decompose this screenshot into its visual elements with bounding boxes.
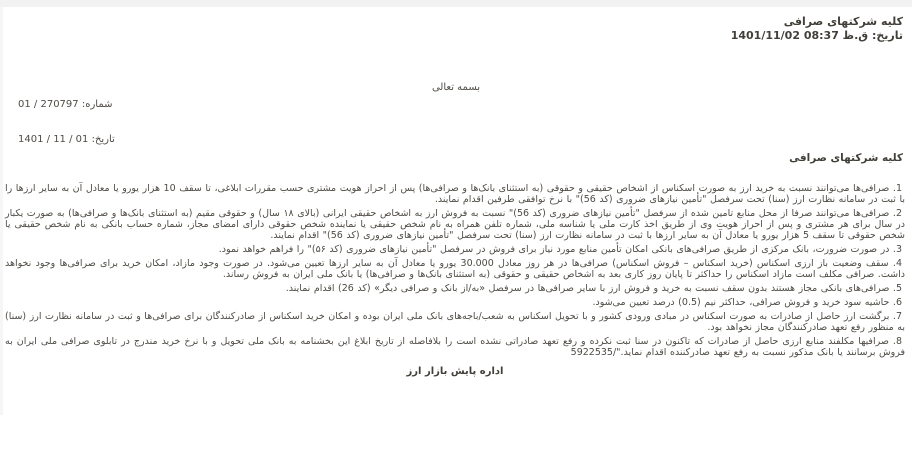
besmellah-line: بسمه تعالی: [431, 82, 481, 93]
document-title: کلیه شرکتهای صرافی: [789, 152, 903, 164]
signature-line: اداره پایش بازار ارز: [406, 366, 504, 377]
paragraph-item: 1. صرافی‌ها می‌توانند نسبت به خرید ارز به صورت اسکناس از اشخاص حقیقی و حقوقی (به استثنای بانک‌ها و صرافی‌ها) پس از احراز هویت مشتری حسب مقررات ابلاغی، تا سقف 10 هزار یورو یا معادل آن به سایر ارزها را با ثبت در سامانه نظارت ارز (سنا) تحت سرفصل "تأمین نیازهای ضروری (کد 56)" با نرخ توافقی طرفین اقدام نمایند.: [5, 183, 905, 205]
paragraph-item: 8. صرافیها مکلفند منابع ارزی حاصل از صادرات که تاکنون در سنا ثبت نکرده و رفع تعهد صادراتی نشده است را بلافاصله از تاریخ ابلاغ این بخشنامه به بانک ملی تحویل و با نرخ خرید مندرج در تابلوی صرافی ملی ایران به فروش برسانند یا بانک مذکور نسبت به رفع تعهد صادرکننده اقدام نماید."/5922535: [5, 336, 905, 358]
paragraph-item: 7. برگشت ارز حاصل از صادرات به صورت اسکناس در مبادی ورودی کشور و با تحویل اسکناس به شعب/باجه‌های بانک ملی ایران بوده و امکان خرید اسکناس از صادرکنندگان برای صرافی‌ها و ثبت در سامانه نظارت ارز (سنا) به منظور رفع تعهد صادرکنندگان مجاز نخواهد بود.: [5, 311, 905, 333]
page-left-edge: [0, 7, 3, 415]
ref-date-line: تاریخ: 01 / 11 / 1401: [18, 134, 115, 145]
paragraph-item: 5. صرافی‌های بانکی مجاز هستند بدون سقف نسبت به خرید و فروش ارز با سایر صرافی‌ها در سرفصل «به/از بانک و صرافی دیگر» (کد 26) اقدام نمایند.: [285, 283, 902, 294]
paragraph-item: 3. در صورت ضرورت، بانک مرکزی از طریق صرافی‌های بانکی امکان تأمین منابع مورد نیاز برای فروش در سرفصل "تأمین نیازهای ضروری (کد ۵۶)" را فراهم خواهد نمود.: [218, 244, 902, 255]
ref-number-line: شماره: 270797 / 01: [18, 99, 113, 110]
header-datetime: تاریخ: ق.ظ 08:37 1401/11/02: [730, 29, 903, 42]
paragraph-list: [5, 183, 905, 358]
document-body: [5, 183, 905, 378]
page-top-edge: [0, 0, 912, 7]
recipient-line: کلیه شرکتهای صرافی: [783, 15, 903, 28]
document-header: [731, 15, 903, 43]
paragraph-item: 4. سقف وضعیت باز ارزی اسکناس (خرید اسکناس – فروش اسکناس) صرافی‌ها در هر روز معادل 30.000 یورو یا معادل آن به سایر ارزها تعیین می‌شود. در صورت وجود مازاد، امکان خرید برای صرافی‌ها وجود نخواهد داشت. صرافی مکلف است مازاد اسکناس را حداکثر تا پایان روز کاری بعد به اشخاص حقیقی و حقوقی (به استثنای بانک‌ها و صرافی‌ها) یا بانک ملی ایران به فروش رساند.: [5, 258, 905, 280]
paragraph-item: 6. حاشیه سود خرید و فروش صرافی، حداکثر نیم (0.5) درصد تعیین می‌شود.: [592, 297, 902, 308]
paragraph-item: 2. صرافی‌ها می‌توانند صرفا از محل منابع تامین شده از سرفصل "تأمین نیازهای ضروری (کد 56)" نسبت به فروش ارز به اشخاص حقیقی ایرانی (بالای ۱۸ سال) و حقوقی مقیم (به استثنای بانک‌ها و صرافی‌ها) به صورت یکبار در سال برای هر مشتری و پس از احراز هویت وی از طریق اخذ کارت ملی یا شناسه ملی، شماره تلفن همراه به نام شخص حقیقی یا نماینده شخص حقوقی دارای امضای مجاز، شماره حساب بانکی به نام شخص حقیقی یا شخص حقوقی تا سقف 5 هزار یورو یا معادل آن به سایر ارزها با ثبت در سامانه نظارت ارز (سنا) تحت سرفصل "تأمین نیازهای ضروری (کد 56)" اقدام نمایند.: [5, 208, 905, 241]
